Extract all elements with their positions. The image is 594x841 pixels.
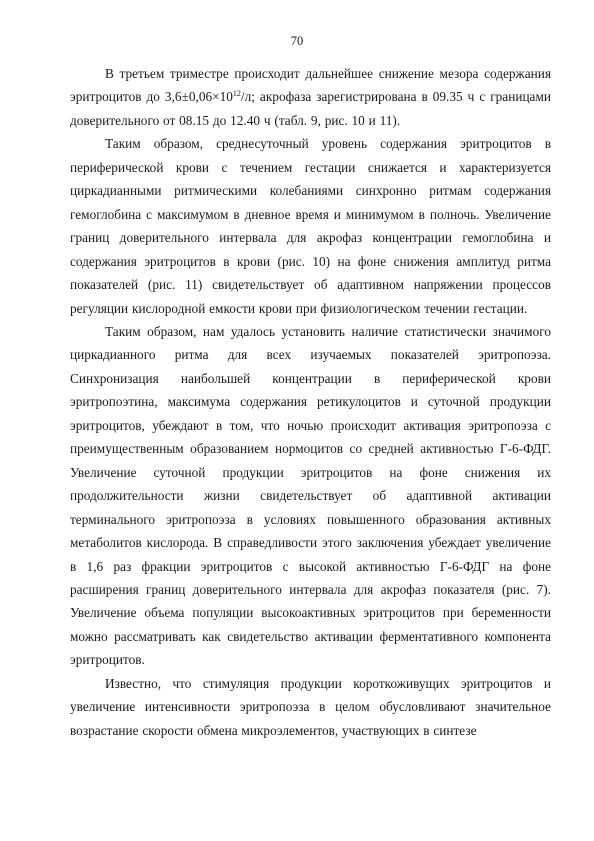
page-content xyxy=(70,62,551,742)
paragraph-3: Таким образом, нам удалось установить наличие статистически значимого циркадианного ритма для всех изучаемых показателей эритропоэза. Синхронизация наибольшей концентрации в периферической крови эритропоэтина, максимума содержания ретикулоцитов и суточной продукции эритроцитов, убеждают в том, что ночью происходит активация эритропоэза с преимущественным образованием нормоцитов со средней активностью Г-6-ФДГ. Увеличение суточной продукции эритроцитов на фоне снижения их продолжительности жизни свидетельствует об адаптивной активации терминального эритропоэза в условиях повышенного образования активных метаболитов кислорода. В справедливости этого заключения убеждает увеличение в 1,6 раз фракции эритроцитов с высокой активностью Г-6-ФДГ на фоне расширения границ доверительного интервала для акрофаз показателя (рис. 7). Увеличение объема популяции высокоактивных эритроцитов при беременности можно рассматривать как свидетельство активации ферментативного компонента эритроцитов. xyxy=(70,323,551,668)
paragraph-1-text-b: /л; акрофаза зарегистрирована в 09.35 ч с границами доверительного от 08.15 до 12.40 ч (табл. 9, рис. 10 и 11). xyxy=(70,89,551,128)
paragraph-1-superscript: 12 xyxy=(232,89,241,99)
paragraph-4: Известно, что стимуляция продукции короткоживущих эритроцитов и увеличение интенсивности эритропоэза в целом обусловливают значительное возрастание скорости обмена микроэлементов, участвующих в синтезе xyxy=(70,675,551,738)
paragraph-1 xyxy=(70,62,551,132)
page-number: 70 xyxy=(290,34,304,48)
paragraph-2: Таким образом, среднесуточный уровень содержания эритроцитов в периферической крови с течением гестации снижается и характеризуется циркадианными ритмическими колебаниями синхронно ритмам содержания гемоглобина с максимумом в дневное время и минимумом в полночь. Увеличение границ доверительного интервала для акрофаз концентрации гемоглобина и содержания эритроцитов в крови (рис. 10) на фоне снижения амплитуд ритма показателей (рис. 11) свидетельствует об адаптивном напряжении процессов регуляции кислородной емкости крови при физиологическом течении гестации. xyxy=(70,136,551,316)
paragraph-1-text-a: В третьем триместре происходит дальнейшее снижение мезора содержания эритроцитов до 3,6±0,06×10 xyxy=(70,66,551,105)
